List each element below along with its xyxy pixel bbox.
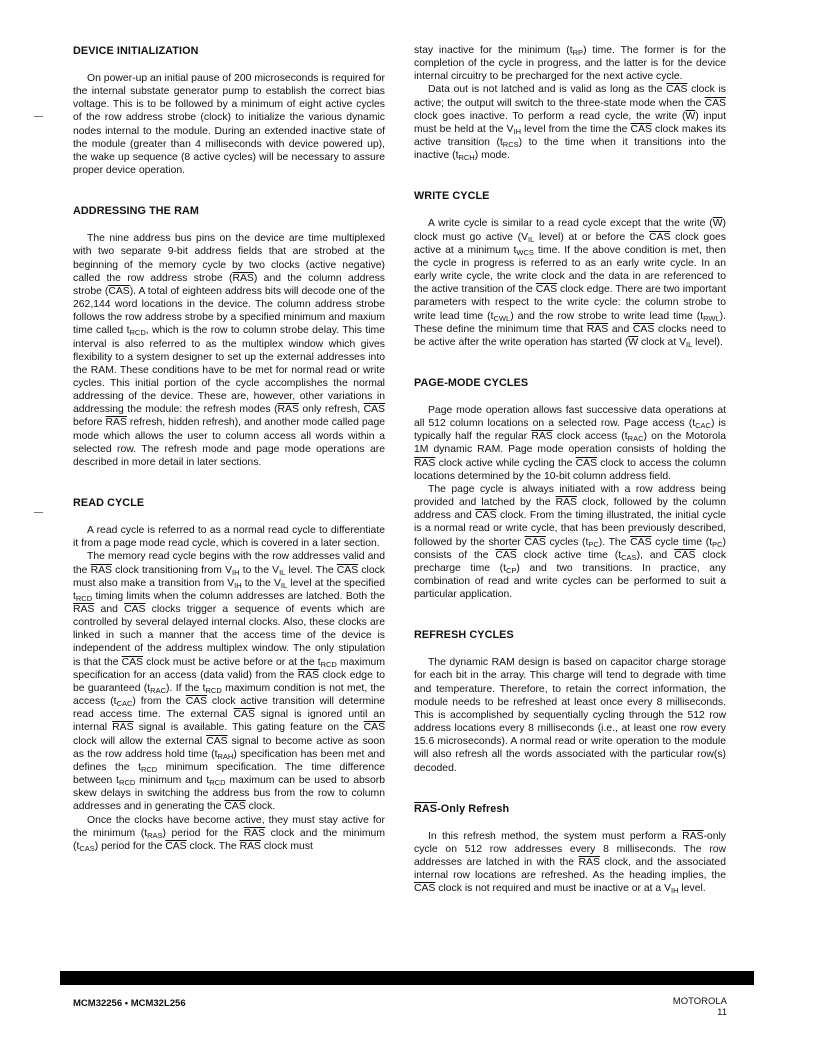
left-column (73, 44, 385, 880)
section-device-initialization (73, 44, 385, 177)
section-ras-only-refresh (414, 802, 726, 896)
paragraph: The memory read cycle begins with the row addresses valid and the $\overline{RAS}$ clock transitioning from $V_{IH}$ to the $V_{IL}$ level. The $\overline{CAS}$ clock must also make a transition from $V_{IH}$ to the $V_{IL}$ level at the specified $t_{RCD}$ timing limits when the column addresses are latched. Both the $\overline{RAS}$ and $\overline{CAS}$ clocks trigger a sequence of events which are controlled by several delayed internal clocks. Also, these clocks are linked in such a manner that the access time of the device is independent of the address multiplex window. The only stipulation is that the $\overline{CAS}$ clock must be active before or at the $t_{RCD}$ maximum specification for an access (data valid) from the $\overline{RAS}$ clock edge to be guaranteed $(t_{RAC})$. If the $t_{RCD}$ maximum condition is not met, the access $(t_{CAC})$ from the $\overline{CAS}$ clock active transition will determine read access time. The external $\overline{CAS}$ signal is ignored until an internal $\overline{RAS}$ signal is available. This gating feature on the $\overline{CAS}$ clock will allow the external $\overline{CAS}$ signal to become active as soon as the row address hold time $(t_{RAH})$ specification has been met and defines the $t_{RCD}$ minimum specification. The time difference between $t_{RCD}$ minimum and $t_{RCD}$ maximum can be used to absorb skew delays in switching the address bus from the row to column addresses and in generating the $\overline{CAS}$ clock. (73, 551, 386, 813)
margin-mark (34, 512, 43, 513)
heading-page-mode-cycles: PAGE-MODE CYCLES (414, 376, 529, 389)
paragraph: Page mode operation allows fast successive data operations at all 512 column locations on a selected row. Page access $(t_{CAC})$ is typically half the regular $\overline{RAS}$ clock access $(t_{RAC})$ on the Motorola 1M dynamic RAM. Page mode operation consists of holding the $\overline{RAS}$ clock active while cycling the $\overline{CAS}$ clock to access the column locations determined by the 10-bit column address field. (414, 404, 726, 482)
paragraph: Data out is not latched and is valid as long as the $\overline{CAS}$ clock is active; the output will switch to the three-state mode when the $\overline{CAS}$ clock goes inactive. To perform a read cycle, the write $(\overline{W})$ input must be held at the $V_{IH}$ level from the time the $\overline{CAS}$ clock makes its active transition $(t_{RCS})$ to the time when it transitions into the inactive $(t_{RCH})$ mode. (414, 84, 726, 163)
paragraph: Once the clocks have become active, they must stay active for the minimum $(t_{RAS})$ period for the $\overline{RAS}$ clock and the minimum $(t_{CAS})$ period for the $\overline{CAS}$ clock. The $\overline{RAS}$ clock must (73, 814, 385, 853)
paragraph: The nine address bus pins on the device are time multiplexed with two separate 9-bit address fields that are strobed at the beginning of the memory cycle by two clocks (active negative) called the row address strobe $(\overline{RAS})$ and the column address strobe $(\overline{CAS})$. A total of eighteen address bits will decode one of the 262,144 word locations in the device. The column address strobe follows the row address strobe by a specified minimum and maxium time called $t_{RCD}$, which is the row to column strobe delay. This time interval is also referred to as the multiplex window which gives flexibility to a system designer to set up the external addresses into the RAM. These conditions have to be met for normal read or write cycles. This initial portion of the cycle accomplishes the normal addressing of the device. These are, however, other variations in addressing the module: the refresh modes ($\overline{RAS}$ only refresh, $\overline{CAS}$ before $\overline{RAS}$ refresh, hidden refresh), and another mode called page mode which allows the user to column access all words within a selected row. The refresh mode and page mode operations are described in more detail in later sections. (73, 233, 386, 468)
section-page-mode-cycles (414, 376, 726, 601)
heading-addressing-the-ram: ADDRESSING THE RAM (73, 205, 199, 218)
paragraph: The dynamic RAM design is based on capacitor charge storage for each bit in the array. This charge will tend to degrade with time and temperature. Therefore, to retain the correct information, the module needs to be refreshed at least once every 8 milliseconds. This is accomplished by sequentially cycling through the 512 row address locations every 8 milliseconds (i.e., at least one row every 15.6 microseconds). A normal read or write operation to the module will also refresh all the words associated with the particular row(s) decoded. (414, 657, 726, 774)
paragraph: The page cycle is always initiated with a row address being provided and latched by the $\overline{RAS}$ clock, followed by the column address and $\overline{CAS}$ clock. From the timing illustrated, the initial cycle is a normal read or write cycle, that has been previously described, followed by the shorter $\overline{CAS}$ cycles $(t_{PC})$. The $\overline{CAS}$ cycle time $(t_{PC})$ consists of the $\overline{CAS}$ clock active time $(t_{CAS})$, and $\overline{CAS}$ clock precharge time $(t_{CP})$ and two transitions. In practice, any combination of read and write cycles can be performed to suit a particular application. (414, 483, 727, 601)
heading-write-cycle: WRITE CYCLE (414, 190, 490, 203)
footer-rule (60, 971, 754, 985)
page-number: 11 (717, 1007, 727, 1018)
paragraph: stay inactive for the minimum $(t_{RP})$ time. The former is for the completion of the cycle in progress, and the latter is for the device internal circuitry to be precharged for the next active cycle. (414, 45, 727, 83)
section-write-cycle (414, 189, 726, 349)
heading-ras-only-refresh: $\overline{RAS}$-Only Refresh (414, 802, 510, 815)
footer-part-numbers: MCM32256 • MCM32L256 (73, 998, 186, 1009)
paragraph: A read cycle is referred to as a normal read cycle to differentiate it from a page mode read cycle, which is covered in a later section. (73, 525, 385, 550)
paragraph: A write cycle is similar to a read cycle except that the write $(\overline{W})$ clock must go active ($V_{IL}$ level) at or before the $\overline{CAS}$ clock goes active at a minimum $t_{WCS}$ time. If the above condition is met, then the cycle in progress is referred to as an early write cycle. In an early write cycle, the write clock and the data in are referenced to the active transition of the $\overline{CAS}$ clock edge. There are two important parameters with respect to the write cycle: the column strobe to write lead time $(t_{CWL})$ and the row strobe to write lead time $(t_{RWL})$. These define the minimum time that $\overline{RAS}$ and $\overline{CAS}$ clocks need to be active after the write operation has started ($\overline{W}$ clock at $V_{IL}$ level). (414, 218, 727, 349)
section-read-cycle (73, 496, 385, 853)
heading-read-cycle: READ CYCLE (73, 497, 145, 510)
footer-brand-block (673, 996, 727, 1018)
heading-refresh-cycles: REFRESH CYCLES (414, 629, 514, 642)
heading-device-initialization: DEVICE INITIALIZATION (73, 45, 199, 57)
margin-mark (34, 116, 43, 117)
paragraph: In this refresh method, the system must perform a $\overline{RAS}$-only cycle on 512 row addresses every 8 milliseconds. The row addresses are latched in with the $\overline{RAS}$ clock, and the associated internal row locations are refreshed. As the heading implies, the $\overline{CAS}$ clock is not required and must be inactive or at a $V_{IH}$ level. (414, 830, 726, 896)
right-column (414, 44, 726, 923)
section-addressing-the-ram (73, 204, 385, 469)
section-read-cycle-continued (414, 44, 726, 162)
section-refresh-cycles (414, 628, 726, 774)
paragraph: On power-up an initial pause of 200 microseconds is required for the internal substate generator pump to establish the correct bias voltage. This is to be followed by a minimum of eight active cycles of the row address strobe (clock) to initialize the various dynamic nodes internal to the module. During an extended inactive state of the module (greater than 4 milliseconds with device powered up), the wake up sequence (8 active cycles) will be necessary to assure proper device operation. (73, 73, 385, 177)
footer-brand: MOTOROLA (672, 996, 727, 1007)
